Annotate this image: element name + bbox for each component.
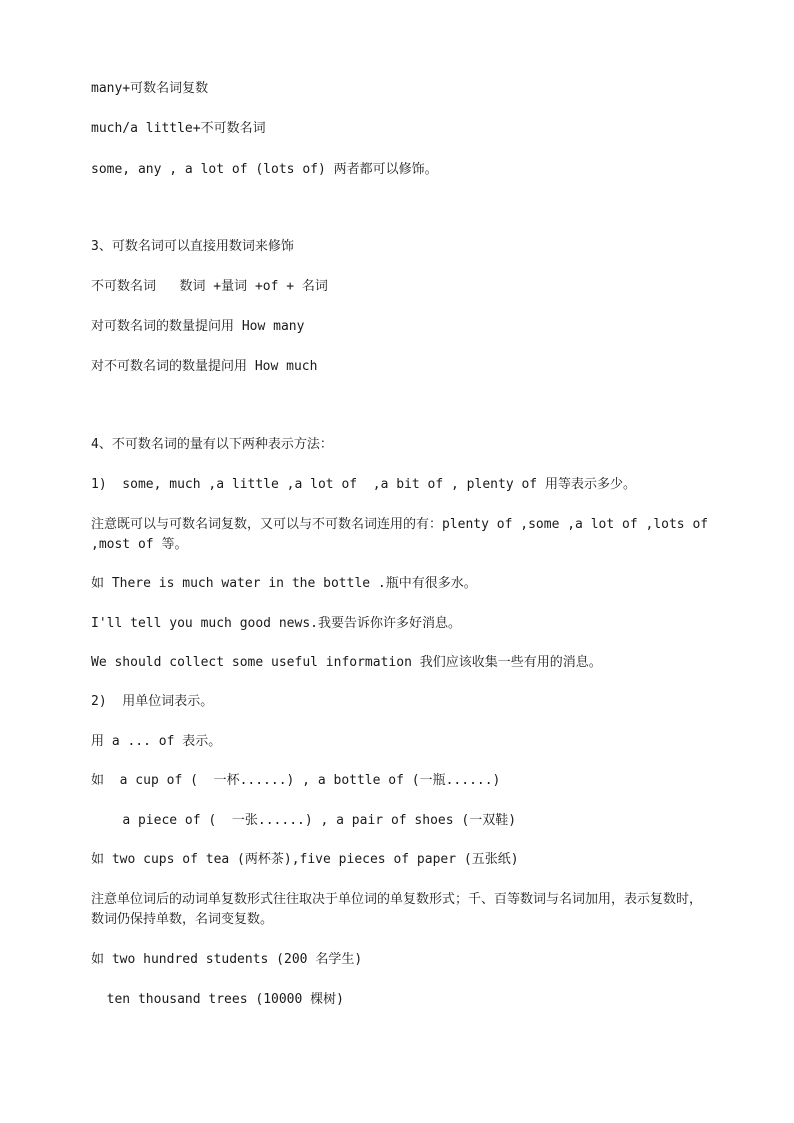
text-line: 如 There is much water in the bottle .瓶中有很多水。 bbox=[91, 576, 477, 591]
text-line: many+可数名词复数 bbox=[91, 81, 209, 96]
text-line: 2) 用单位词表示。 bbox=[91, 694, 214, 709]
text-line: 如 a cup of ( 一杯......) , a bottle of (一瓶......) bbox=[91, 773, 501, 788]
text-line: much/a little+不可数名词 bbox=[91, 121, 266, 136]
text-line: 对不可数名词的数量提问用 How much bbox=[91, 359, 318, 374]
text-line: some, any , a lot of (lots of) 两者都可以修饰。 bbox=[91, 162, 438, 177]
text-line: 1) some, much ,a little ,a lot of ,a bit of , plenty of 用等表示多少。 bbox=[91, 477, 636, 492]
text-line: 如 two hundred students (200 名学生) bbox=[91, 952, 363, 967]
text-line: I'll tell you much good news.我要告诉你许多好消息。 bbox=[91, 616, 461, 631]
text-line: 注意既可以与可数名词复数，又可以与不可数名词连用的有：plenty of ,some ,a lot of ,lots of ,most of 等。 bbox=[91, 517, 724, 552]
text-line: We should collect some useful information 我们应该收集一些有用的消息。 bbox=[91, 655, 602, 670]
text-line: a piece of ( 一张......) , a pair of shoes (一双鞋) bbox=[91, 813, 517, 828]
text-line: 用 a ... of 表示。 bbox=[91, 734, 222, 749]
text-line: 对可数名词的数量提问用 How many bbox=[91, 319, 305, 334]
text-line: 如 two cups of tea (两杯茶),five pieces of paper (五张纸) bbox=[91, 852, 519, 867]
text-line: 不可数名词 数词 +量词 +of + 名词 bbox=[91, 279, 328, 294]
text-line: ten thousand trees (10000 棵树) bbox=[91, 992, 344, 1007]
section-heading: 3、可数名词可以直接用数词来修饰 bbox=[91, 239, 294, 254]
text-line: 注意单位词后的动词单复数形式往往取决于单位词的单复数形式；千、百等数词与名词加用，表示复数时，数词仍保持单数，名词变复数。 bbox=[91, 892, 703, 927]
section-heading: 4、不可数名词的量有以下两种表示方法： bbox=[91, 437, 333, 452]
